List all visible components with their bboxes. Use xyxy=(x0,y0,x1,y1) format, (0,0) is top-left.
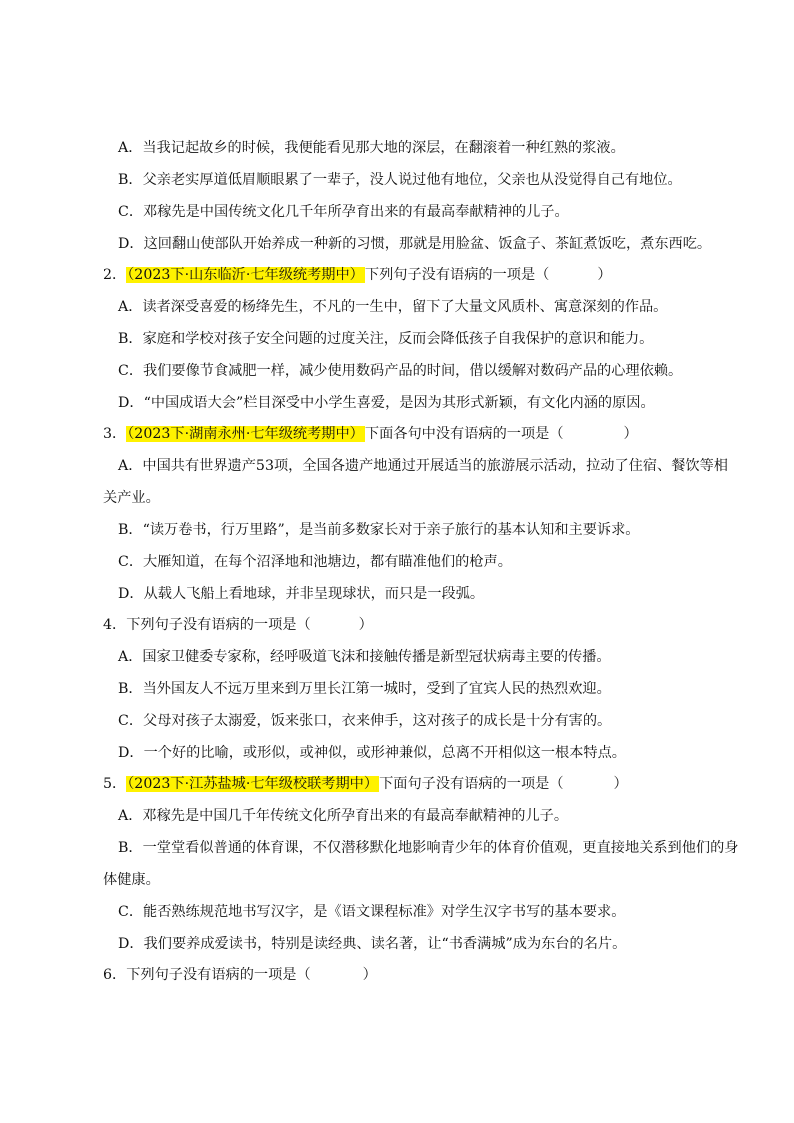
q2-source-highlight: （2023下·山东临沂·七年级统考期中） xyxy=(127,267,364,283)
q6-stem: 下列句子没有语病的一项是（ xyxy=(126,967,311,983)
q4-number: 4． xyxy=(103,617,127,633)
q5-number: 5． xyxy=(103,776,127,792)
q2-option-d: D．“中国成语大会”栏目深受中小学生喜爱，是因为其形式新颖，有文化内涵的原因。 xyxy=(118,395,655,411)
q6-close-paren: ） xyxy=(362,967,377,983)
q3-option-b: B．“读万卷书，行万里路”，是当前多数家长对于亲子旅行的基本认知和主要诉求。 xyxy=(118,522,640,538)
q6-stem-line xyxy=(103,965,377,985)
q3-stem-line xyxy=(103,424,638,444)
q1-option-b: B．父亲老实厚道低眉顺眼累了一辈子，没人说过他有地位，父亲也从没觉得自己有地位。 xyxy=(118,172,682,188)
q3-close-paren: ） xyxy=(623,426,638,442)
q1-option-c: C．邓稼先是中国传统文化几千年所孕育出来的有最高奉献精神的儿子。 xyxy=(118,204,569,220)
q3-option-a-line1: A．中国共有世界遗产53项，全国各遗产地通过开展适当的旅游展示活动，拉动了住宿、餐饮等相 xyxy=(118,458,728,474)
q2-option-c: C．我们要像节食减肥一样，减少使用数码产品的时间，借以缓解对数码产品的心理依赖。 xyxy=(118,363,683,379)
q2-stem: 下列句子没有语病的一项是（ xyxy=(364,267,550,283)
q3-stem: 下面各句中没有语病的一项是（ xyxy=(364,426,564,442)
q4-close-paren: ） xyxy=(358,617,373,633)
q3-source-highlight: （2023下·湖南永州·七年级统考期中） xyxy=(127,426,364,442)
q1-option-d: D．这回翻山使部队开始养成一种新的习惯，那就是用脸盆、饭盒子、茶缸煮饭吃，煮东西吃。 xyxy=(118,236,712,252)
q5-source-highlight: （2023下·江苏盐城·七年级校联考期中） xyxy=(127,776,379,792)
q4-option-d: D．一个好的比喻，或形似，或神似，或形神兼似，总离不开相似这一根本特点。 xyxy=(118,745,626,761)
q4-stem-line xyxy=(103,615,373,635)
q4-option-c: C．父母对孩子太溺爱，饭来张口，衣来伸手，这对孩子的成长是十分有害的。 xyxy=(118,713,612,729)
q3-option-d: D．从载人飞船上看地球，并非呈现球状，而只是一段弧。 xyxy=(118,586,485,602)
q5-close-paren: ） xyxy=(613,776,628,792)
q3-number: 3． xyxy=(103,426,127,442)
q3-option-a-line2: 关产业。 xyxy=(103,490,160,506)
q4-option-a: A．国家卫健委专家称，经呼吸道飞沫和接触传播是新型冠状病毒主要的传播。 xyxy=(118,649,611,665)
q3-option-c: C．大雁知道，在每个沼泽地和池塘边，都有瞄准他们的枪声。 xyxy=(118,554,512,570)
q2-option-b: B．家庭和学校对孩子安全问题的过度关注，反而会降低孩子自我保护的意识和能力。 xyxy=(118,331,654,347)
q5-stem-line xyxy=(103,774,628,794)
q4-option-b: B．当外国友人不远万里来到万里长江第一城时，受到了宜宾人民的热烈欢迎。 xyxy=(118,681,611,697)
q5-option-d: D．我们要养成爱读书，特别是读经典、读名著，让“书香满城”成为东台的名片。 xyxy=(118,936,627,952)
q6-number: 6． xyxy=(103,967,127,983)
q5-stem: 下面句子没有语病的一项是（ xyxy=(379,776,564,792)
q5-option-c: C．能否熟练规范地书写汉字，是《语文课程标准》对学生汉字书写的基本要求。 xyxy=(118,904,626,920)
q1-option-a: A．当我记起故乡的时候，我便能看见那大地的深层，在翻滚着一种红熟的浆液。 xyxy=(118,140,625,156)
q2-stem-line xyxy=(103,265,612,285)
q2-option-a: A．读者深受喜爱的杨绛先生，不凡的一生中，留下了大量文风质朴、寓意深刻的作品。 xyxy=(118,299,668,315)
q4-stem: 下列句子没有语病的一项是（ xyxy=(126,617,311,633)
q2-close-paren: ） xyxy=(597,267,612,283)
q5-option-b-line1: B．一堂堂看似普通的体育课，不仅潜移默化地影响青少年的体育价值观，更直接地关系到他们的身 xyxy=(118,840,739,856)
q5-option-b-line2: 体健康。 xyxy=(103,872,160,888)
q5-option-a: A．邓稼先是中国几千年传统文化所孕育出来的有最高奉献精神的儿子。 xyxy=(118,808,569,824)
q2-number: 2． xyxy=(103,267,127,283)
